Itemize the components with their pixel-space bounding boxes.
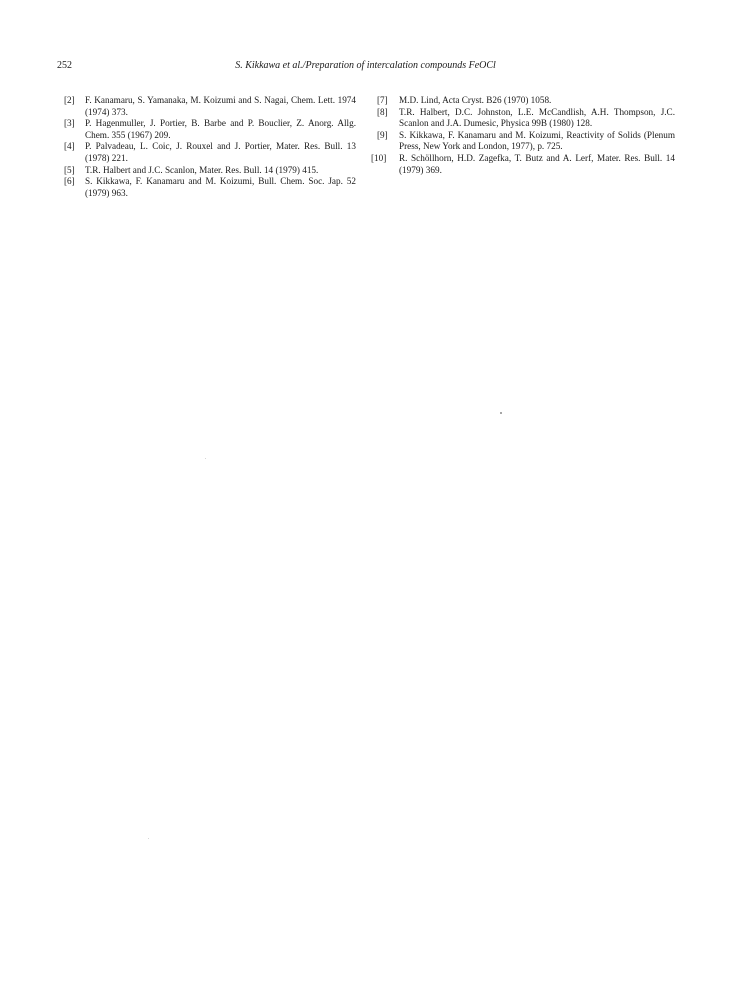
reference-item <box>64 141 356 164</box>
reference-number: [4] <box>64 141 75 152</box>
reference-item <box>371 152 675 176</box>
reference-number: [9] <box>377 129 388 140</box>
reference-item <box>64 165 356 177</box>
reference-text: R. Schöllhorn, H.D. Zagefka, T. Butz and A. Lerf, Mater. Res. Bull. 14 (1979) 369. <box>399 152 675 175</box>
reference-number: [8] <box>377 106 388 117</box>
reference-text: P. Hagenmuller, J. Portier, B. Barbe and P. Bouclier, Z. Anorg. Allg. Chem. 355 (1967) 209. <box>85 118 356 140</box>
reference-number: [10] <box>371 152 387 163</box>
reference-number: [7] <box>377 95 388 105</box>
scan-speck <box>148 838 149 839</box>
reference-item <box>64 95 356 118</box>
scan-speck <box>205 458 206 459</box>
reference-item <box>377 107 675 130</box>
reference-item <box>377 95 675 107</box>
reference-text: T.R. Halbert, D.C. Johnston, L.E. McCandlish, A.H. Thompson, J.C. Scanlon and J.A. Dumesic, Physica 99B (1980) 128. <box>399 106 675 129</box>
reference-number: [6] <box>64 176 75 187</box>
reference-number: [3] <box>64 118 75 129</box>
scan-speck <box>500 412 502 414</box>
reference-text: T.R. Halbert and J.C. Scanlon, Mater. Res. Bull. 14 (1979) 415. <box>85 164 319 175</box>
references-right-column <box>371 95 675 176</box>
reference-number: [2] <box>64 95 75 105</box>
reference-number: [5] <box>64 164 75 175</box>
reference-text: F. Kanamaru, S. Yamanaka, M. Koizumi and S. Nagai, Chem. Lett. 1974 (1974) 373. <box>85 95 356 117</box>
reference-text: S. Kikkawa, F. Kanamaru and M. Koizumi, Reactivity of Solids (Plenum Press, New York and London, 1977), p. 725. <box>399 129 675 152</box>
references-left-column <box>64 95 356 199</box>
page-number: 252 <box>57 60 72 71</box>
running-head <box>57 59 674 73</box>
reference-item <box>377 130 675 153</box>
reference-text: P. Palvadeau, L. Coic, J. Rouxel and J. Portier, Mater. Res. Bull. 13 (1978) 221. <box>85 141 356 163</box>
reference-text: S. Kikkawa, F. Kanamaru and M. Koizumi, Bull. Chem. Soc. Jap. 52 (1979) 963. <box>85 176 356 198</box>
reference-item <box>64 176 356 199</box>
reference-text: M.D. Lind, Acta Cryst. B26 (1970) 1058. <box>399 95 552 105</box>
running-title: S. Kikkawa et al./Preparation of intercalation compounds FeOCl <box>235 60 496 71</box>
reference-item <box>64 118 356 141</box>
